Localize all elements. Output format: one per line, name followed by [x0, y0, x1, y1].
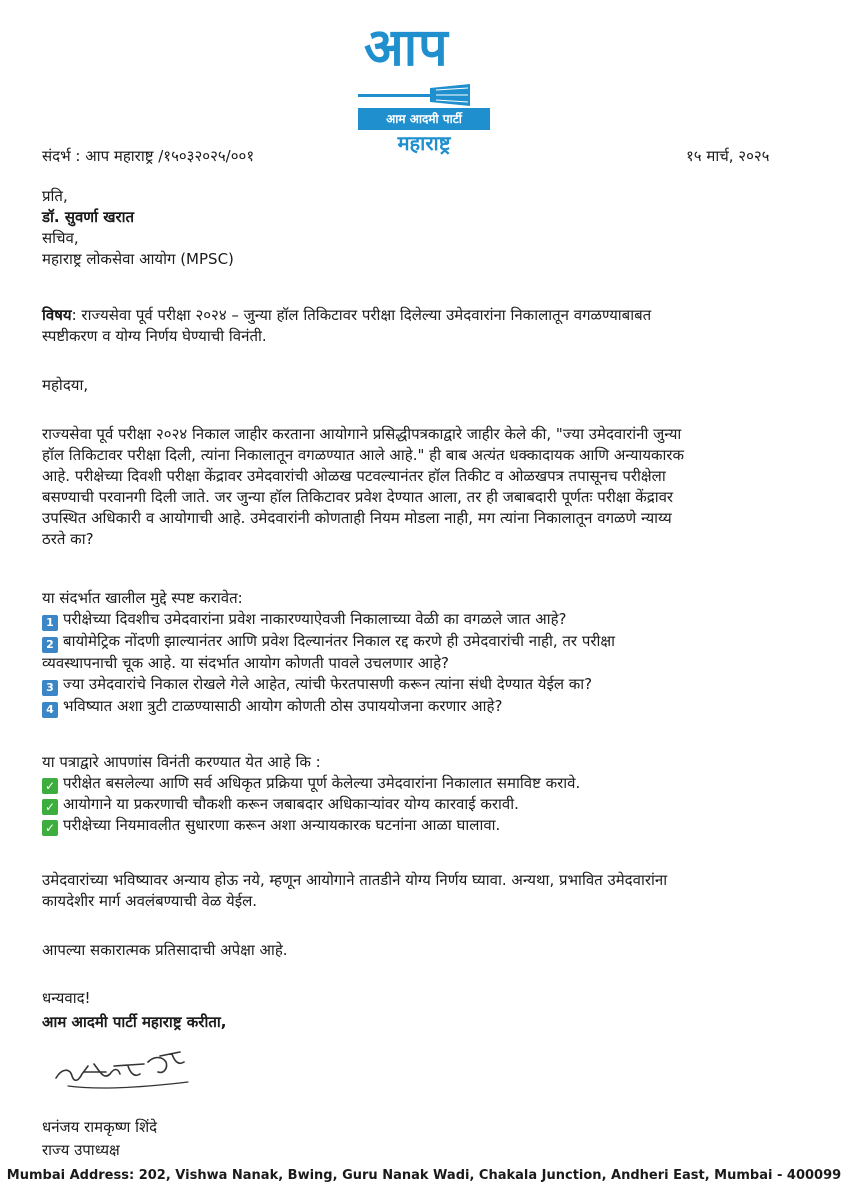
reference-number: संदर्भ : आप महाराष्ट्र /१५०३२०२५/००१: [42, 147, 255, 165]
closing-line: कायदेशीर मार्ग अवलंबण्याची वेळ येईल.: [42, 892, 258, 910]
request-item: ✓ आयोगाने या प्रकरणाची चौकशी करून जबाबदार अधिकाऱ्यांवर योग्य कारवाई करावी.: [42, 794, 812, 815]
aap-logo: [358, 18, 494, 155]
number-4-icon: 4: [42, 702, 58, 718]
recipient-org: महाराष्ट्र लोकसेवा आयोग (MPSC): [42, 250, 234, 268]
on-behalf-line: आम आदमी पार्टी महाराष्ट्र करीता,: [42, 1013, 227, 1031]
question-item: 4 भविष्यात अशा त्रुटी टाळण्यासाठी आयोग कोणती ठोस उपाययोजना करणार आहे?: [42, 696, 812, 718]
body-paragraph: [42, 424, 812, 550]
question-item: 1 परीक्षेच्या दिवशीच उमेदवारांना प्रवेश नाकारण्याऐवजी निकालाच्या वेळी का वगळले जात आहे?: [42, 609, 812, 631]
recipient-name: डॉ. सुवर्णा खरात: [42, 208, 135, 226]
requests-intro: या पत्राद्वारे आपणांस विनंती करण्यात येत आहे कि :: [42, 753, 321, 771]
thanks-line: धन्यवाद!: [42, 989, 91, 1007]
subject-line-1: : राज्यसेवा पूर्व परीक्षा २०२४ – जुन्या हॉल तिकिटावर परीक्षा दिलेल्या उमेदवारांना निकालातून वगळण्याबाबत: [71, 306, 652, 324]
handwritten-signature: [48, 1038, 198, 1098]
subject-block: [42, 305, 812, 347]
logo-aap-text: आप: [364, 18, 449, 78]
recipient-designation: सचिव,: [42, 229, 79, 247]
letter-date: १५ मार्च, २०२५: [686, 147, 770, 165]
broom-icon: [358, 84, 470, 106]
question-item: 3 ज्या उमेदवारांचे निकाल रोखले गेले आहेत, त्यांची फेरतपासणी करून त्यांना संधी देण्यात येईल का?: [42, 674, 812, 696]
question-item: 2 बायोमेट्रिक नोंदणी झाल्यानंतर आणि प्रवेश दिल्यानंतर निकाल रद्द करणे ही उमेदवारांची नाही, तर परीक्षा: [42, 631, 812, 653]
subject-label: विषय: [42, 306, 72, 324]
footer-address: Mumbai Address: 202, Vishwa Nanak, Bwing, Guru Nanak Wadi, Chakala Junction, Andheri East, Mumbai - 400099: [6, 1168, 842, 1183]
recipient-block: [42, 186, 812, 270]
signatory-title: राज्य उपाध्यक्ष: [42, 1141, 120, 1159]
questions-block: [42, 588, 812, 718]
closing-paragraph: [42, 870, 812, 912]
body-line: ठरते का?: [42, 530, 94, 548]
questions-intro: या संदर्भात खालील मुद्दे स्पष्ट करावेत:: [42, 589, 243, 607]
check-icon: ✓: [42, 778, 58, 794]
salutation: महोदया,: [42, 376, 89, 394]
recipient-prefix: प्रति,: [42, 187, 68, 205]
body-line: आहे. परीक्षेच्या दिवशी परीक्षा केंद्रावर उमेदवारांची ओळख पटवल्यानंतर हॉल तिकीट व ओळखपत्र तपासूनच परीक्षेला: [42, 467, 666, 485]
logo-band: आम आदमी पार्टी: [358, 108, 490, 130]
body-line: हॉल तिकिटावर परीक्षा दिली, त्यांना निकालातून वगळण्यात आले आहे." ही बाब अत्यंत धक्कादायक आणि अन्यायकारक: [42, 446, 685, 464]
request-item: ✓ परीक्षेत बसलेल्या आणि सर्व अधिकृत प्रक्रिया पूर्ण केलेल्या उमेदवारांना निकालात समाविष्ट करावे.: [42, 773, 812, 794]
body-line: उपस्थित अधिकारी व आयोगाची आहे. उमेदवारांनी कोणताही नियम मोडला नाही, मग त्यांना निकालातून वगळणे न्याय्य: [42, 509, 672, 527]
closing-line: उमेदवारांच्या भविष्यावर अन्याय होऊ नये, म्हणून आयोगाने तातडीने योग्य निर्णय घ्यावा. अन्यथा, प्रभावित उमेदवारांना: [42, 871, 668, 889]
number-3-icon: 3: [42, 680, 58, 696]
subject-line-2: स्पष्टीकरण व योग्य निर्णय घेण्याची विनंती.: [42, 327, 267, 345]
check-icon: ✓: [42, 820, 58, 836]
question-item-continued: व्यवस्थापनाची चूक आहे. या संदर्भात आयोग कोणती पावले उचलणार आहे?: [42, 654, 450, 672]
signatory-name: धनंजय रामकृष्ण शिंदे: [42, 1118, 158, 1136]
number-2-icon: 2: [42, 637, 58, 653]
body-line: बसण्याची परवानगी दिली जाते. जर जुन्या हॉल तिकिटावर प्रवेश देण्यात आला, तर ही जबाबदारी पूर्णतः परीक्षा केंद्रावर: [42, 488, 674, 506]
body-line: राज्यसेवा पूर्व परीक्षा २०२४ निकाल जाहीर करताना आयोगाने प्रसिद्धीपत्रकाद्वारे जाहीर केले की, "ज्या उमेदवारांनी जुन्या: [42, 425, 682, 443]
number-1-icon: 1: [42, 615, 58, 631]
request-item: ✓ परीक्षेच्या नियमावलीत सुधारणा करून अशा अन्यायकारक घटनांना आळा घालावा.: [42, 815, 812, 836]
requests-block: [42, 752, 812, 836]
logo-state: महाराष्ट्र: [397, 131, 451, 155]
check-icon: ✓: [42, 799, 58, 815]
expectation-line: आपल्या सकारात्मक प्रतिसादाची अपेक्षा आहे.: [42, 941, 288, 959]
